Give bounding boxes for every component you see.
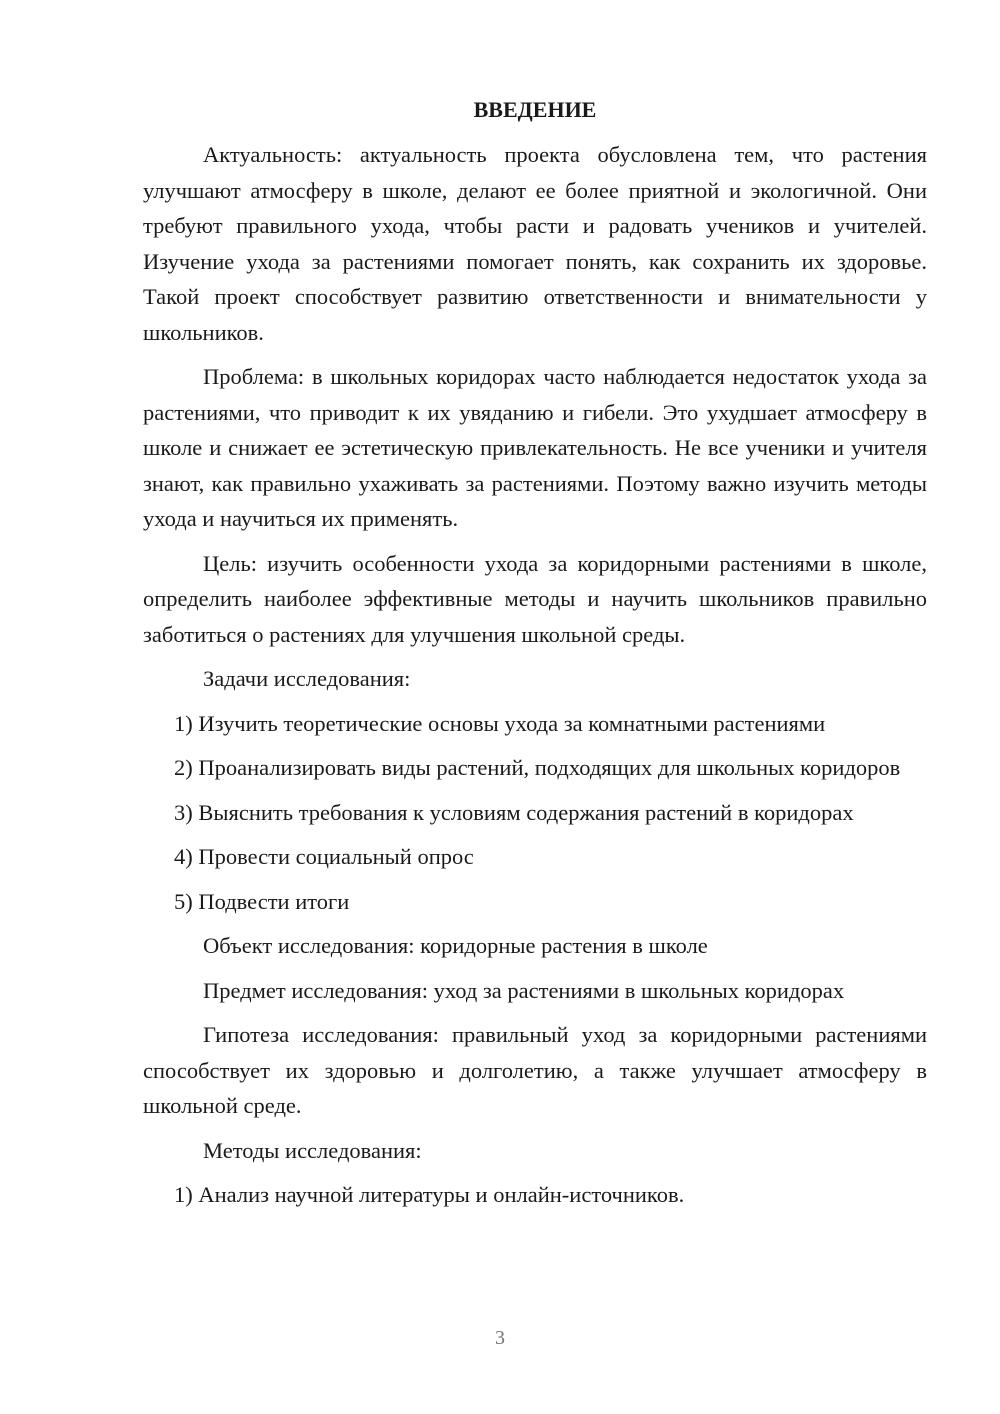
section-title: ВВЕДЕНИЕ [473,97,597,122]
task-item: 4) Провести социальный опрос [174,844,474,869]
subject-paragraph: Предмет исследования: уход за растениями в школьных коридорах [203,977,845,1003]
methods-heading: Методы исследования: [203,1137,422,1163]
task-item: 3) Выяснить требования к условиям содержания растений в коридорах [174,799,854,825]
task-item: 1) Изучить теоретические основы ухода за комнатными растениями [174,710,826,736]
relevance-paragraph: Актуальность: актуальность проекта обусловлена тем, что растения улучшают атмосферу в школе, делают ее более приятной и экологичной. Они требуют правильного ухода, чтобы расти и радовать учеников и учителей. Изучение ухода за растениями помогает понять, как сохранить их здоровье. Такой проект способствует развитию ответственности и внимательности у школьников. [143,142,927,345]
method-item: 1) Анализ научной литературы и онлайн-источников. [174,1182,685,1207]
task-item: 2) Проанализировать виды растений, подходящих для школьных коридоров [174,755,901,780]
page-number: 3 [495,1327,505,1349]
tasks-heading: Задачи исследования: [203,666,411,691]
goal-paragraph: Цель: изучить особенности ухода за коридорными растениями в школе, определить наиболее эффективные методы и научить школьников правильно заботиться о растениях для улучшения школьной среды. [143,550,927,647]
hypothesis-paragraph: Гипотеза исследования: правильный уход за коридорными растениями способствует их здоровью и долголетию, а также улучшает атмосферу в школьной среде. [143,1022,927,1118]
object-paragraph: Объект исследования: коридорные растения в школе [203,933,708,958]
problem-paragraph: Проблема: в школьных коридорах часто наблюдается недостаток ухода за растениями, что приводит к их увяданию и гибели. Это ухудшает атмосферу в школе и снижает ее эстетическую привлекательность. Не все ученики и учителя знают, как правильно ухаживать за растениями. Поэтому важно изучить методы ухода и научиться их применять. [143,364,927,531]
document-page [143,92,927,1222]
task-item: 5) Подвести итоги [174,888,350,914]
